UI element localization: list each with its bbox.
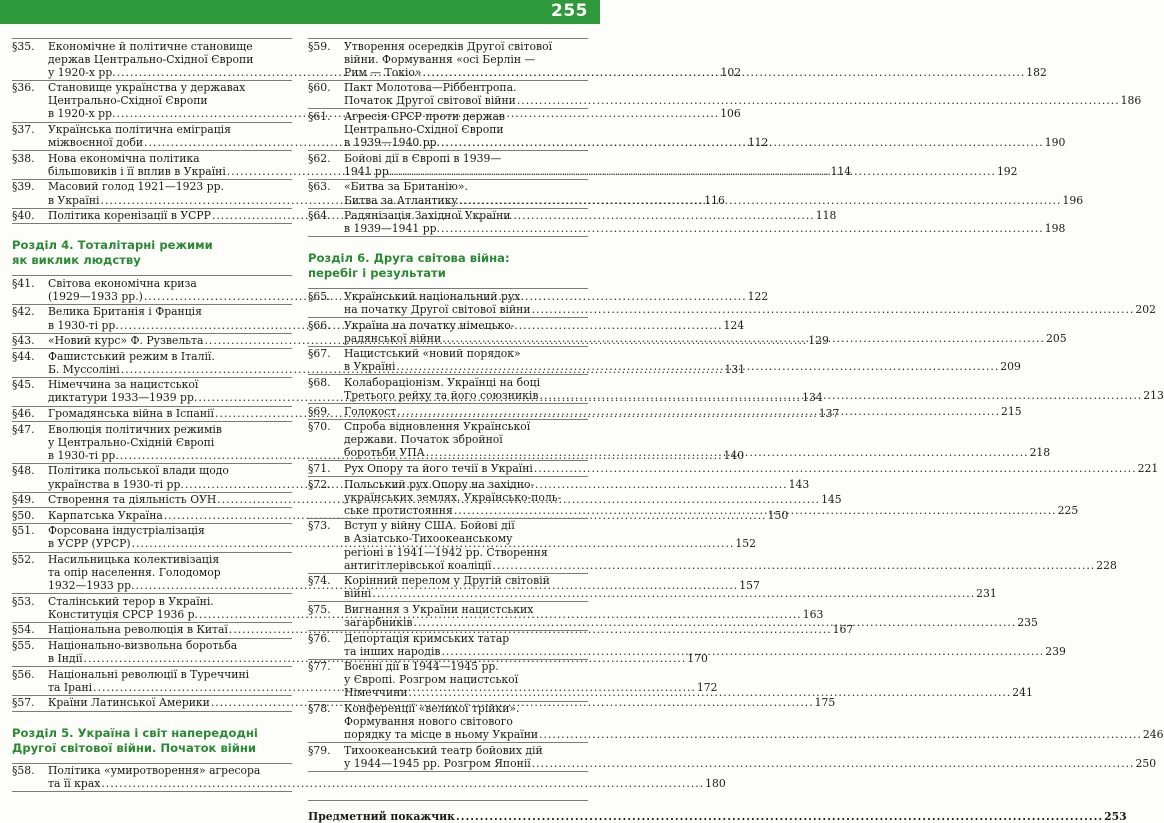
toc-entry-title-line: держав Центрально-Східної Європи: [48, 52, 254, 66]
toc-entry-number: §64.: [308, 209, 331, 223]
toc-entry-number: §74.: [308, 574, 331, 588]
toc-entry-page: 145: [821, 493, 842, 507]
toc-entry-number: §79.: [308, 743, 331, 757]
toc-entry-page: 150: [767, 508, 789, 522]
toc-entry-title-line: боротьби УПА: [344, 446, 425, 460]
toc-entry-title-line: регіоні в 1941—1942 рр. Створення: [344, 545, 548, 559]
toc-entry-title-line: Конференції «великої трійки».: [344, 702, 520, 716]
toc-entry-number: §56.: [12, 667, 35, 681]
page-number: 255: [551, 1, 588, 21]
section-title-line: Другої світової війни. Початок війни: [12, 740, 257, 755]
toc-entry-title-line: Агресія СРСР проти держав: [344, 109, 505, 123]
toc-entry-title-line: Німеччини: [344, 686, 408, 700]
toc-entry-title-line: Конституція СРСР 1936 р.: [48, 607, 198, 621]
toc-entry-title-line: Польський рух Опору на західно-: [344, 477, 535, 491]
toc-entry-title-line: Еволюція політичних режимів: [48, 422, 222, 436]
leader-dots: [442, 332, 1045, 348]
toc-entry-page: 152: [735, 537, 756, 551]
toc-entry-page: 116: [704, 193, 725, 207]
toc-entry-page: 190: [1044, 136, 1066, 150]
toc-entry-title-line: Центрально-Східної Європи: [344, 123, 504, 137]
toc-entry-page: 198: [1044, 222, 1066, 236]
toc-entry-title: [344, 574, 997, 600]
toc-entry-number: §66.: [308, 318, 331, 332]
toc-entry-number: §59.: [308, 39, 331, 53]
section-title-line: Розділ 4. Тоталітарні режими: [12, 238, 213, 253]
toc-entry-title: [344, 375, 1164, 405]
toc-entry-title-line: та опір населення. Голодомор: [48, 566, 221, 580]
section-title-line: Розділ 5. Україна і світ напередодні: [12, 725, 258, 740]
section-title-5: [12, 726, 292, 756]
toc-entry-title-line: Вступ у війну США. Бойові дії: [344, 519, 515, 533]
toc-entry-title-line: Рим — Токіо»: [344, 65, 422, 79]
toc-entry-page: 205: [1045, 331, 1067, 345]
toc-entry-page: 213: [1143, 388, 1164, 402]
toc-entry-title-line: Б. Муссоліні: [48, 362, 120, 376]
toc-entry-number: §50.: [12, 508, 35, 522]
toc-entry-page: 182: [1026, 65, 1047, 79]
toc-entry-title-line: Українська політична еміграція: [48, 123, 231, 137]
toc-entry-title-line: Насильницька колективізація: [48, 553, 220, 566]
leader-dots: [372, 587, 975, 600]
toc-entry-page: 225: [1057, 503, 1079, 517]
leader-dots: [454, 504, 1057, 517]
toc-entry-last-line: [344, 686, 1033, 699]
toc-entry-title-line: Пакт Молотова—Ріббентропа.: [344, 81, 517, 95]
toc-entry-title-line: міжвоєнної доби: [48, 136, 144, 150]
toc-entry-title-line: ське протистояння: [344, 503, 453, 517]
toc-entry-number: §53.: [12, 594, 35, 608]
leader-dots: [459, 194, 1062, 207]
toc-entry-page: 137: [818, 407, 840, 421]
toc-entry-title: [344, 744, 1156, 770]
toc-entry-last-line: [344, 94, 1141, 107]
toc-entry-number: §75.: [308, 602, 331, 616]
toc-entry-page: 246: [1142, 728, 1164, 742]
toc-entry-title-line: в Україні: [344, 360, 396, 374]
toc-entry-page: 112: [747, 136, 769, 150]
toc-entry-number: §63.: [308, 180, 331, 194]
toc-entry-number: §60.: [308, 81, 331, 95]
toc-entry-title-line: війні: [344, 587, 372, 601]
toc-entry-title-line: Рух Опору та його течії в Україні: [344, 461, 533, 475]
toc-entry-page: 163: [802, 607, 824, 621]
toc-entry-page: 175: [814, 696, 836, 710]
toc-entry-number: §57.: [12, 696, 35, 710]
toc-entry-last-line: [344, 728, 1164, 741]
leader-dots: [393, 165, 996, 178]
toc-entry-last-line: [344, 645, 1066, 658]
toc-entry-page: 221: [1137, 461, 1159, 475]
toc-entry-title-line: Карпатська Україна: [48, 508, 163, 522]
toc-entry-page: 167: [832, 623, 854, 637]
toc-entry-title-line: Бойові дії в Європі в 1939—: [344, 151, 502, 165]
toc-entry-title-line: та Ірані: [48, 680, 93, 694]
toc-entry-title-line: Національна революція в Китаї: [48, 623, 228, 637]
leader-dots: [414, 616, 1017, 629]
toc-entry-title-line: Спроба відновлення Української: [344, 420, 531, 434]
toc-entry-title-line: Світова економічна криза: [48, 276, 197, 290]
toc-entry-page: 241: [1012, 686, 1033, 700]
leader-dots: [456, 810, 1103, 823]
toc-entry-title: [344, 603, 1038, 629]
toc-entry-title-line: війни. Формування «осі Берлін —: [344, 52, 536, 66]
toc-entry-title-line: в УСРР (УРСР): [48, 537, 131, 551]
toc-entry-page: 196: [1062, 193, 1084, 207]
toc-entry-title: [344, 660, 1033, 699]
toc-entry-number: §48.: [12, 464, 35, 478]
section-title-4: [12, 238, 292, 268]
toc-entry-title-line: Нацистський «новий порядок»: [344, 347, 521, 361]
toc-entry-title: [344, 152, 1018, 178]
toc-entry-number: §73.: [308, 519, 331, 533]
toc-entry-number: §42.: [12, 305, 35, 319]
toc-entry-title-line: Сталінський терор в Україні.: [48, 594, 214, 608]
toc-entry-page: 209: [1000, 360, 1021, 374]
toc-entry-title: [344, 180, 1083, 206]
leader-dots: [441, 222, 1044, 235]
toc-entry-page: 157: [739, 579, 760, 593]
toc-entry-title-line: диктатури 1933—1939 рр.: [48, 391, 198, 405]
leader-dots: [534, 462, 1137, 475]
toc-entry-last-line: [344, 360, 1021, 373]
toc-entry-title-line: Радянізація Західної України: [344, 209, 511, 223]
toc-entry-title-line: в 1920-х рр.: [48, 107, 116, 121]
toc-entry-title-line: Політика «умиротворення» агресора: [48, 764, 261, 778]
leader-dots: [423, 66, 1026, 79]
toc-entry-number: §40.: [12, 209, 35, 223]
toc-entry-title: [344, 462, 1158, 475]
toc-entry-title-line: антигітлерівської коаліції: [344, 558, 492, 572]
toc-entry[interactable]: [308, 743, 1157, 772]
toc-entry-title-line: у 1920-х рр.: [48, 65, 116, 79]
toc-entry[interactable]: [308, 81, 1142, 110]
toc-entry-title-line: Економічне й політичне становище: [48, 39, 253, 53]
toc-entry-number: §43.: [12, 334, 35, 348]
leader-dots: [539, 728, 1142, 741]
toc-entry-number: §47.: [12, 422, 35, 436]
toc-entry-last-line: [344, 165, 1018, 178]
toc-entry-title-line: Воєнні дії в 1944—1945 рр.: [344, 660, 499, 674]
toc-entry-number: §76.: [308, 631, 331, 645]
toc-entry-last-line: [344, 504, 1078, 517]
toc-entry-number: §72.: [308, 477, 331, 491]
toc-entry-number: §37.: [12, 123, 35, 137]
toc-entry-last-line: [344, 331, 1067, 348]
toc-entry-last-line: [344, 462, 1158, 475]
toc-entry-title-line: більшовиків і її вплив в Україні: [48, 164, 226, 178]
toc-entry-number: §39.: [12, 180, 35, 194]
toc-entry-number: §67.: [308, 347, 331, 361]
toc-entry-page: 186: [1120, 94, 1142, 108]
toc-entry-title-line: «Новий курс» Ф. Рузвельта: [48, 334, 204, 348]
toc-entry-page: 124: [723, 318, 745, 332]
toc-entry-title-line: Німеччина за нацистської: [48, 378, 199, 392]
toc-entry-title: [344, 478, 1078, 517]
toc-entry-title-line: Створення та діяльність ОУН: [48, 493, 217, 507]
toc-entry-title-line: Тихоокеанський театр бойових дій: [344, 743, 543, 757]
toc-entry-title-line: Формування нового світового: [344, 715, 513, 729]
toc-entry-page: 170: [687, 652, 708, 666]
toc-entry-title-line: на початку Другої світової війни: [344, 302, 531, 316]
toc-entry-number: §78.: [308, 702, 331, 716]
toc-entry-number: §38.: [12, 151, 35, 165]
leader-dots: [441, 136, 1044, 149]
toc-entry-last-line: [344, 136, 1065, 149]
toc-entry-number: §77.: [308, 660, 331, 674]
toc-entry-page: 131: [724, 362, 746, 376]
toc-entry-number: §69.: [308, 404, 331, 418]
leader-dots: [492, 559, 1095, 572]
toc-entry[interactable]: [12, 764, 726, 793]
toc-entry-number: §46.: [12, 407, 35, 421]
toc-entry-last-line: [344, 757, 1156, 770]
toc-entry-title-line: Форсована індустріалізація: [48, 524, 205, 538]
toc-entry-page: 231: [976, 587, 997, 601]
toc-entry-page: 129: [808, 334, 829, 348]
toc-entry-last-line: [344, 66, 1047, 79]
toc-entry-title-line: в Азіатсько-Тихоокеанському: [344, 532, 513, 546]
leader-dots: [532, 303, 1135, 316]
toc-entry-title-line: Політика коренізації в УСРР: [48, 209, 211, 223]
toc-entry-page: 202: [1135, 302, 1156, 316]
toc-entry-number: §45.: [12, 378, 35, 392]
toc-entry-title-line: українських землях. Українсько-поль-: [344, 490, 562, 504]
toc-entry-last-line: [344, 194, 1083, 207]
toc-entry-page: 239: [1045, 644, 1066, 658]
toc-entry-last-line: [344, 559, 1117, 572]
toc-entry-page: 122: [747, 289, 769, 303]
toc-entry-number: §70.: [308, 420, 331, 434]
toc-entry-page: 118: [815, 209, 837, 223]
toc-entry-page: 140: [723, 448, 745, 462]
toc-entry-page: 180: [705, 777, 726, 791]
toc-entry[interactable]: [308, 461, 1159, 477]
toc-entry-title-line: Початок Другої світової війни: [344, 94, 516, 108]
toc-entry-title-line: Україна на початку німецько-: [344, 318, 515, 332]
toc-entry-number: §51.: [12, 524, 35, 538]
toc-entry-page: 215: [1001, 404, 1022, 418]
toc-entry-title-line: в Україні: [48, 193, 100, 207]
toc-entry-number: §49.: [12, 493, 35, 507]
toc-entry-title-line: Голокост: [344, 404, 397, 418]
toc-entry-number: §61.: [308, 109, 331, 123]
toc-entry-number: §55.: [12, 639, 35, 653]
toc-entry-title-line: у Європі. Розгром нацистської: [344, 673, 519, 687]
toc-entry-title-line: «Битва за Британію».: [344, 180, 468, 194]
toc-entry-number: §35.: [12, 39, 35, 53]
toc-entry-title: [344, 110, 1065, 149]
toc-entry-number: §41.: [12, 276, 35, 290]
toc-entry-page: 106: [720, 107, 741, 121]
toc-entry-title-line: у Центрально-Східній Європі: [48, 435, 215, 449]
toc-entry-title-line: 1932—1933 рр.: [48, 579, 135, 593]
leader-dots: [409, 686, 1012, 699]
toc-entry-title: [344, 290, 1156, 316]
toc-entry-last-line: [344, 587, 997, 600]
toc-entry-title-line: в 1930-ті рр.: [48, 448, 119, 462]
toc-entry-title-line: та її крах: [48, 777, 101, 791]
toc-entry-title-line: Країни Латинської Америки: [48, 696, 210, 710]
toc-entry-title-line: Національно-визвольна боротьба: [48, 639, 238, 653]
toc-entry-title: [344, 318, 1067, 348]
toc-entry-title-line: Громадянська війна в Іспанії: [48, 407, 214, 421]
toc-entry-page: 102: [720, 65, 742, 79]
toc-entry-title-line: та інших народів: [344, 644, 441, 658]
toc-entry-title-line: Масовий голод 1921—1923 рр.: [48, 180, 224, 194]
toc-entry-page: 228: [1096, 558, 1117, 572]
toc-entry-page: 143: [788, 477, 810, 491]
toc-entry-page: 218: [1029, 446, 1051, 460]
toc-entry-title-line: Український національний рух: [344, 289, 521, 303]
leader-dots: [539, 389, 1142, 405]
leader-dots: [397, 405, 1000, 421]
section-title-line: перебіг і результати: [308, 266, 446, 281]
subject-index-page: 253: [1104, 810, 1127, 823]
toc-entry-title-line: держави. Початок збройної: [344, 433, 503, 447]
toc-entry-title-line: в 1939—1940 рр.: [344, 136, 440, 150]
toc-entry-number: §44.: [12, 349, 35, 363]
toc-entry-last-line: [344, 616, 1038, 629]
toc-entry-title: [344, 209, 1065, 235]
toc-entry-title-line: Політика польської влади щодо: [48, 464, 229, 478]
toc-entry-title-line: Фашистський режим в Італії.: [48, 349, 215, 363]
toc-entry-title-line: в 1939—1941 рр.: [344, 222, 440, 236]
section-title-6: [308, 251, 588, 281]
toc-entry-title-line: в Індії: [48, 652, 83, 666]
toc-entry-number: §65.: [308, 289, 331, 303]
toc-entry-title-line: 1941 рр.: [344, 164, 393, 178]
toc-entry-title-line: Велика Британія і Франція: [48, 305, 202, 319]
toc-entry-title-line: Депортація кримських татар: [344, 631, 510, 645]
toc-entry-last-line: [344, 404, 1022, 421]
toc-entry-title-line: загарбників: [344, 615, 413, 629]
toc-entry-last-line: [344, 222, 1065, 235]
toc-entry-title: [344, 519, 1117, 571]
toc-entry-title-line: Колабораціонізм. Українці на боці: [344, 375, 541, 389]
toc-entry-number: §58.: [12, 764, 35, 778]
toc-entry-title-line: в 1930-ті рр.: [48, 318, 119, 332]
toc-entry-title-line: українства в 1930-ті рр.: [48, 477, 184, 491]
page-header-bar: [0, 0, 600, 24]
toc-entry-title-line: Битва за Атлантику: [344, 193, 458, 207]
subject-index-entry[interactable]: [308, 800, 1127, 823]
toc-entry-title-line: Корінний перелом у Другій світовій: [344, 574, 550, 588]
toc-entry-title: [344, 40, 1047, 79]
toc-entry-page: 134: [802, 391, 823, 405]
leader-dots: [517, 94, 1120, 107]
toc-entry-title: [344, 81, 1141, 107]
toc-entry-title: [344, 702, 1164, 741]
leader-dots: [397, 360, 1000, 373]
toc-entry-title-line: у 1944—1945 рр. Розгром Японії: [344, 756, 531, 770]
toc-entry-title-line: Становище українства у державах: [48, 81, 246, 95]
toc-entry-title-line: (1929—1933 рр.): [48, 289, 143, 303]
toc-entry-last-line: [344, 303, 1156, 316]
leader-dots: [426, 446, 1029, 459]
toc-entry-page: 192: [996, 164, 1018, 178]
toc-entry-title-line: Утворення осередків Другої світової: [344, 39, 553, 53]
toc-entry-page: 114: [830, 164, 852, 178]
leader-dots: [532, 757, 1135, 770]
toc-entry-title-line: радянської війни: [344, 331, 442, 345]
toc-entry-number: §54.: [12, 623, 35, 637]
subject-index-label: Предметний покажчик: [308, 810, 455, 823]
toc-entry-title-line: Нова економічна політика: [48, 151, 200, 165]
toc-entry-page: 172: [696, 680, 718, 694]
toc-entry-title-line: Національні революції в Туреччині: [48, 667, 250, 681]
toc-entry-number: §36.: [12, 81, 35, 95]
toc-entry-last-line: [344, 446, 1050, 459]
toc-entry-last-line: [344, 388, 1164, 405]
toc-entry-number: §68.: [308, 375, 331, 389]
toc-entry-title: [344, 632, 1066, 658]
toc-entry-title-line: Вигнання з України нацистських: [344, 602, 534, 616]
toc-entry-title: [344, 420, 1050, 459]
section-title-line: як виклик людству: [12, 253, 141, 268]
toc-entry-title-line: порядку та місце в ньому України: [344, 728, 539, 742]
toc-entry-page: 235: [1017, 615, 1038, 629]
toc-entry-title-line: Центрально-Східної Європи: [48, 94, 208, 108]
toc-entry-title: [344, 404, 1022, 421]
toc-entry-number: §52.: [12, 553, 35, 566]
section-title-line: Розділ 6. Друга світова війна:: [308, 251, 510, 266]
toc-entry-title-line: Третього рейху та його союзників: [344, 388, 539, 402]
toc-entry-page: 250: [1135, 756, 1157, 770]
leader-dots: [441, 645, 1044, 658]
toc-entry-title: [344, 347, 1021, 373]
toc-entry-number: §71.: [308, 461, 331, 475]
toc-entry-number: §62.: [308, 151, 331, 165]
